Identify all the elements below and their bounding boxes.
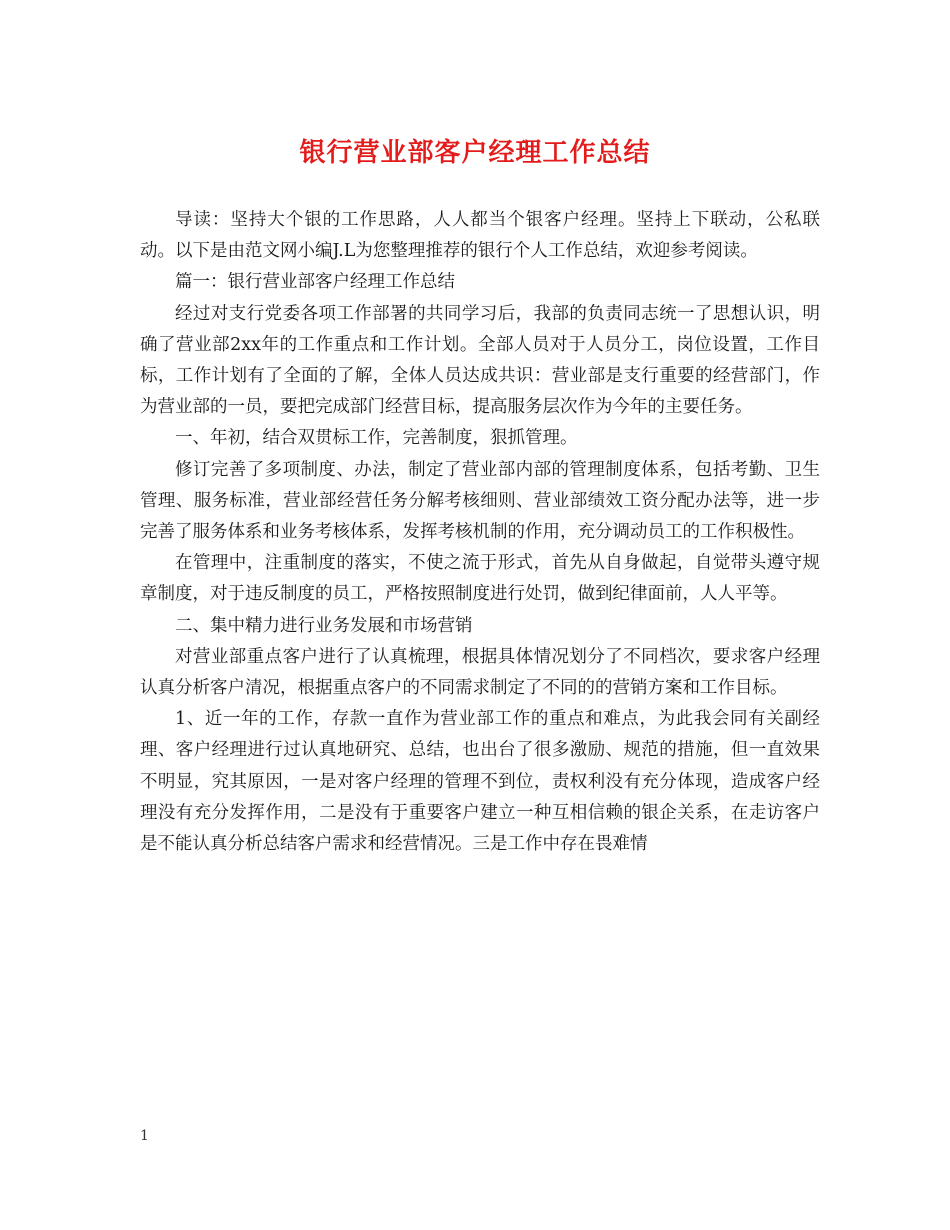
paragraph: 对营业部重点客户进行了认真梳理，根据具体情况划分了不同档次，要求客户经理认真分析客户清况，根据重点客户的不同需求制定了不同的的营销方案和工作目标。 [140,646,820,699]
section-heading-2: 二、集中精力进行业务发展和市场营销 [175,615,473,636]
paragraph: 修订完善了多项制度、办法，制定了营业部内部的管理制度体系，包括考勤、卫生管理、服务标准，营业部经营任务分解考核细则、营业部绩效工资分配办法等，进一步完善了服务体系和业务考核体系，发挥考核机制的作用，充分调动员工的工作积极性。 [140,459,820,543]
paragraph: 1、近一年的工作，存款一直作为营业部工作的重点和难点，为此我会同有关副经理、客户经理进行过认真地研究、总结，也出台了很多激励、规范的措施，但一直效果不明显，究其原因，一是对客户经理的管理不到位，责权利没有充分体现，造成客户经理没有充分发挥作用，二是没有于重要客户建立一种互相信赖的银企关系，在走访客户是不能认真分析总结客户需求和经营情况。三是工作中存在畏难情 [140,709,820,855]
document-body [140,205,820,860]
paragraph-part-heading: 篇一：银行营业部客户经理工作总结 [175,272,455,293]
document-title: 银行营业部客户经理工作总结 [299,138,651,168]
paragraph-intro: 导读：坚持大个银的工作思路，人人都当个银客户经理。坚持上下联动，公私联动。以下是由范文网小编J.L为您整理推荐的银行个人工作总结，欢迎参考阅读。 [140,210,820,262]
page-number: 1 [140,1128,149,1144]
paragraph: 在管理中，注重制度的落实，不使之流于形式，首先从自身做起，自觉带头遵守规章制度，对于违反制度的员工，严格按照制度进行处罚，做到纪律面前，人人平等。 [140,553,820,605]
section-heading-1: 一、年初，结合双贯标工作，完善制度，狠抓管理。 [175,428,578,449]
paragraph: 经过对支行党委各项工作部署的共同学习后，我部的负责同志统一了思想认识，明确了营业部2xx年的工作重点和工作计划。全部人员对于人员分工，岗位设置，工作目标，工作计划有了全面的了解，全体人员达成共识：营业部是支行重要的经营部门，作为营业部的一员，要把完成部门经营目标，提高服务层次作为今年的主要任务。 [140,303,820,418]
